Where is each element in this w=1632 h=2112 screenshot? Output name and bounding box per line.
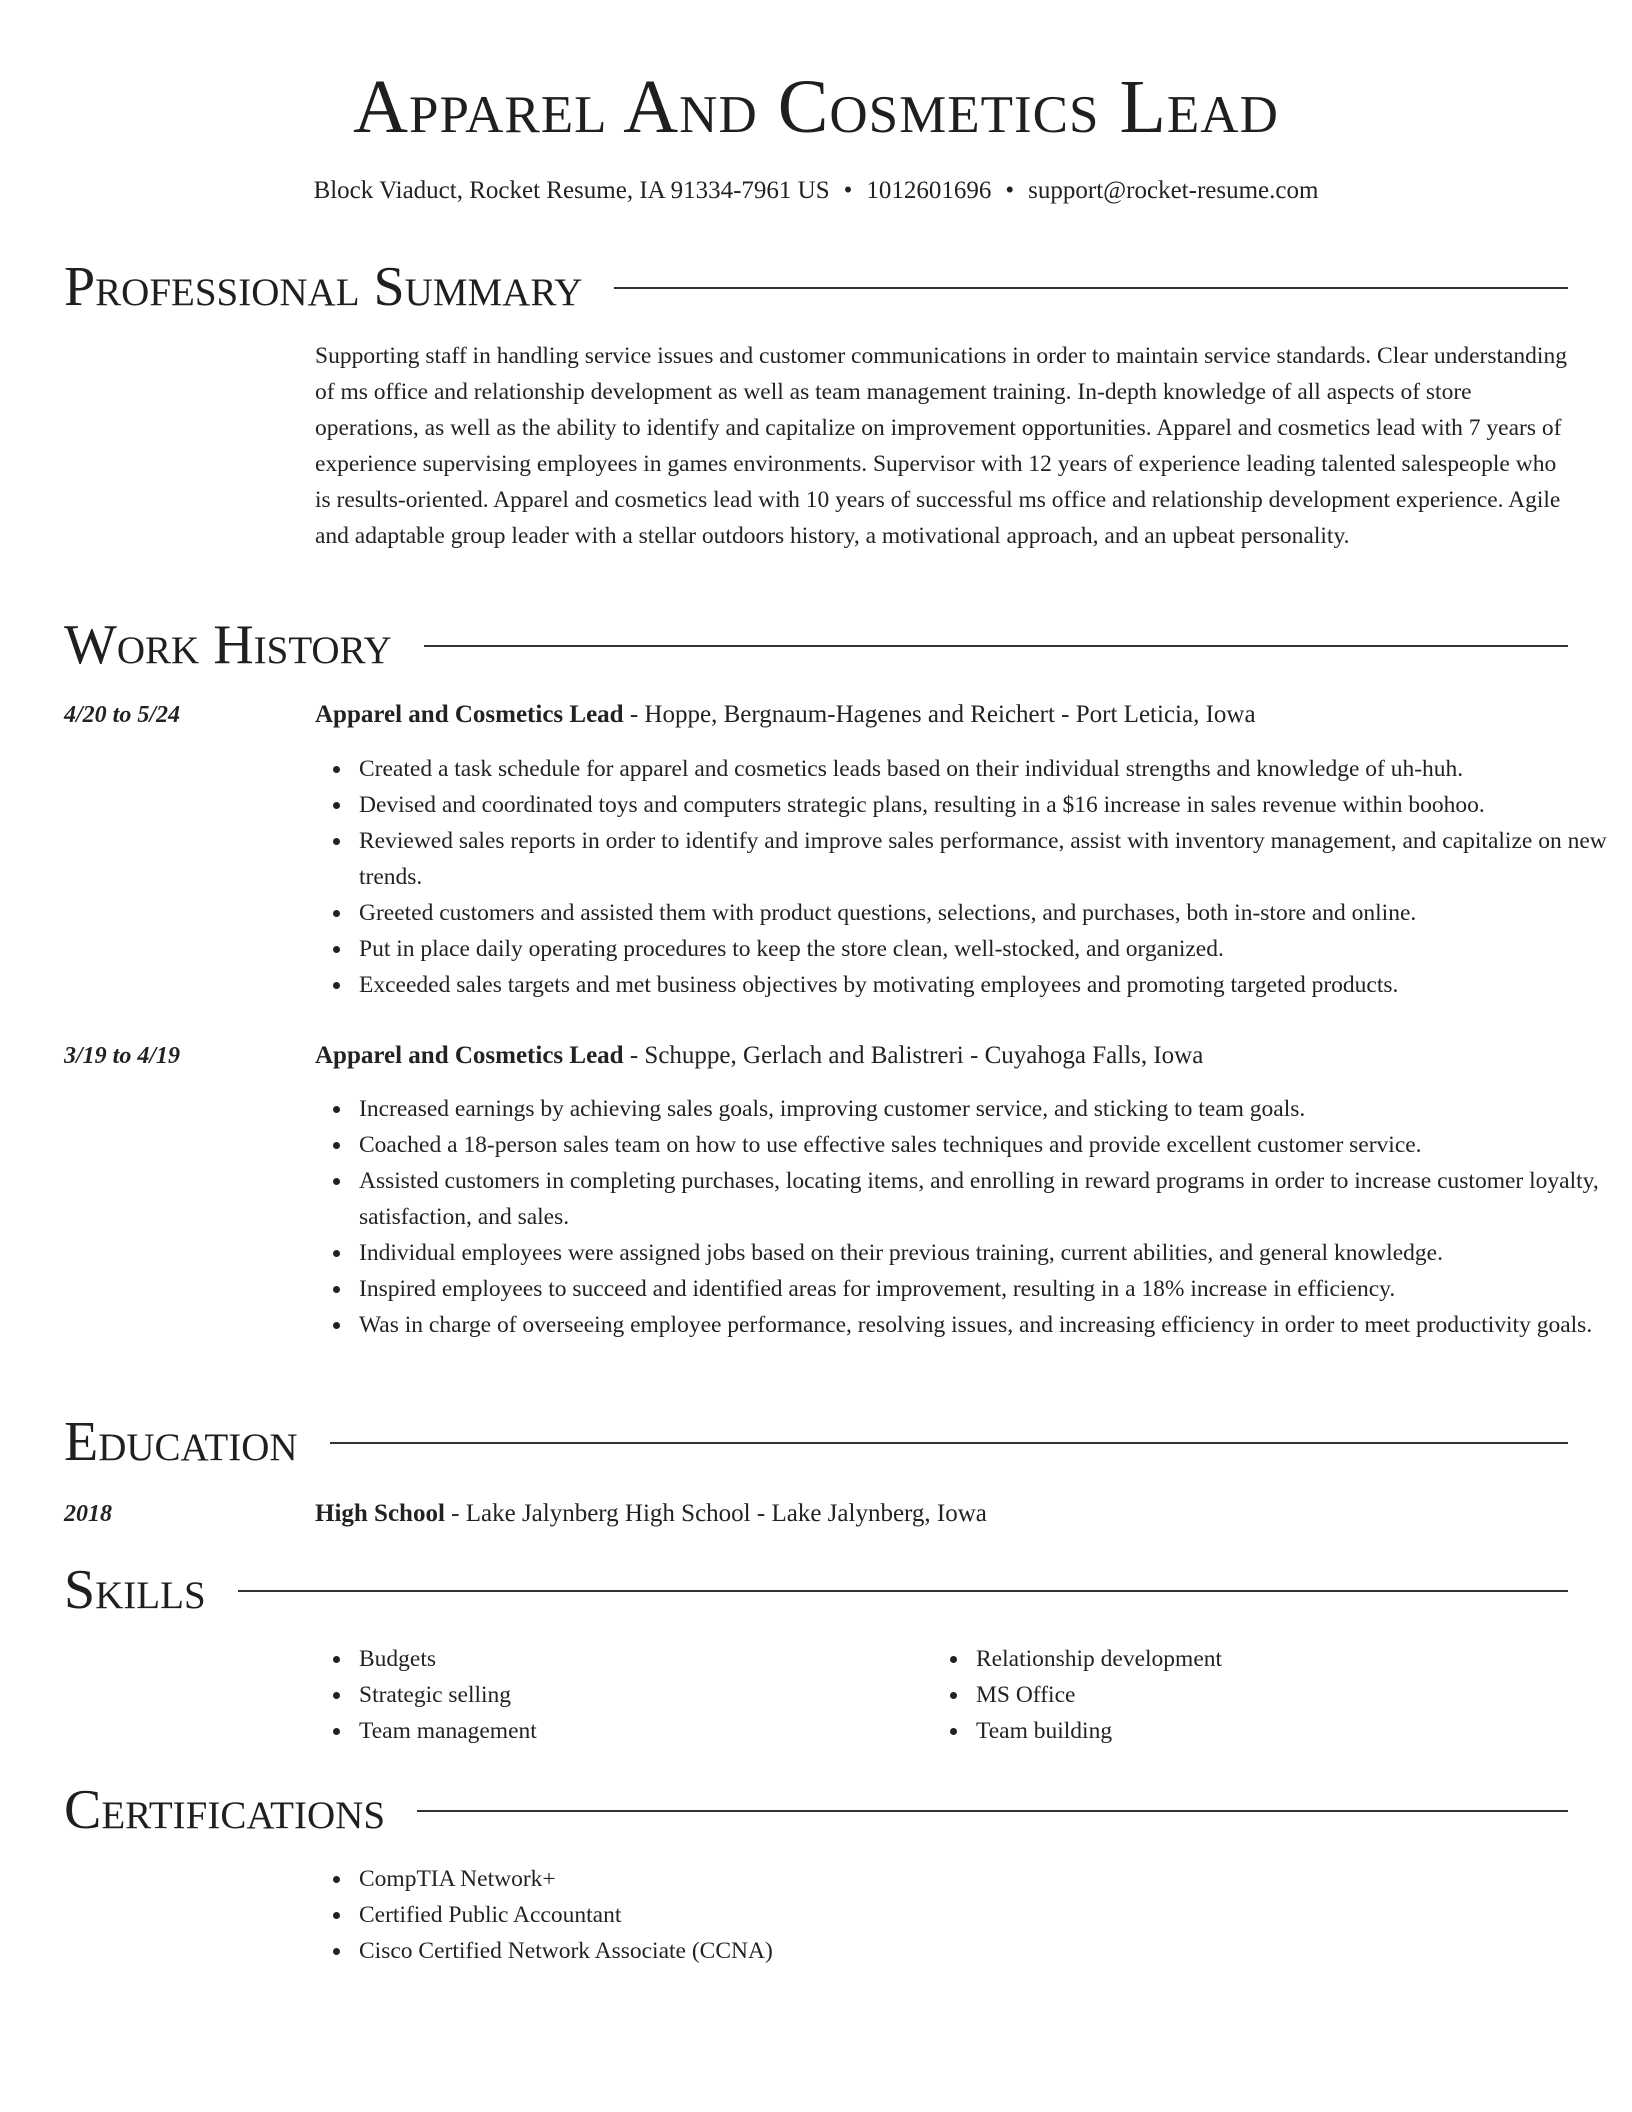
job-bullet: Greeted customers and assisted them with product questions, selections, and purchases, both in-store and online. — [359, 895, 1619, 931]
job-bullet: Coached a 18-person sales team on how to use effective sales techniques and provide excellent customer service. — [359, 1127, 1619, 1163]
job-bullet: Increased earnings by achieving sales goals, improving customer service, and sticking to team goals. — [359, 1091, 1619, 1127]
job-bullets — [315, 751, 1619, 1003]
job-employer: - Schuppe, Gerlach and Balistreri - Cuyahoga Falls, Iowa — [623, 1042, 1204, 1069]
skills-list-right — [932, 1641, 1576, 1749]
section-title-skills: Skills — [64, 1559, 206, 1621]
skill-item: Budgets — [359, 1641, 919, 1677]
section-title-certifications: Certifications — [64, 1779, 386, 1841]
contact-separator: • — [1005, 177, 1015, 204]
section-divider — [424, 645, 1568, 647]
certifications-list — [315, 1861, 1459, 1969]
education-heading — [315, 1496, 1570, 1532]
certification-item: CompTIA Network+ — [359, 1861, 1459, 1897]
section-title-education: Education — [64, 1411, 298, 1473]
contact-email: support@rocket-resume.com — [1028, 177, 1319, 204]
section-divider — [614, 287, 1568, 289]
job-employer: - Hoppe, Bergnaum-Hagenes and Reichert - Port Leticia, Iowa — [623, 701, 1256, 728]
contact-separator: • — [843, 177, 853, 204]
job-bullet: Assisted customers in completing purchases, locating items, and enrolling in reward programs in order to increase customer loyalty, satisfaction, and sales. — [359, 1163, 1619, 1235]
contact-line — [0, 174, 1632, 208]
skill-item: Team building — [976, 1713, 1576, 1749]
job-heading — [315, 1038, 1570, 1074]
section-divider — [417, 1810, 1568, 1812]
skills-list-left — [315, 1641, 919, 1749]
education-degree: High School — [315, 1500, 445, 1527]
job-title: Apparel and Cosmetics Lead — [315, 1042, 624, 1069]
job-dates: 3/19 to 4/19 — [64, 1043, 181, 1069]
job-bullet: Reviewed sales reports in order to identify and improve sales performance, assist with inventory management, and capitalize on new trends. — [359, 823, 1619, 895]
section-title-summary: Professional Summary — [64, 256, 583, 318]
job-heading — [315, 697, 1570, 733]
job-bullet: Put in place daily operating procedures to keep the store clean, well-stocked, and organized. — [359, 931, 1619, 967]
skill-item: Strategic selling — [359, 1677, 919, 1713]
job-bullet: Individual employees were assigned jobs based on their previous training, current abilities, and general knowledge. — [359, 1235, 1619, 1271]
certification-item: Certified Public Accountant — [359, 1897, 1459, 1933]
summary-text: Supporting staff in handling service issues and customer communications in order to maintain service standards. Clear understanding of ms office and relationship development as well as team management training. In-depth knowledge of all aspects of store operations, as well as the ability to identify and capitalize on improvement opportunities. Apparel and cosmetics lead with 7 years of experience supervising employees in games environments. Supervisor with 12 years of experience leading talented salespeople who is results-oriented. Apparel and cosmetics lead with 10 years of successful ms office and relationship development experience. Agile and adaptable group leader with a stellar outdoors history, a motivational approach, and an upbeat personality. — [315, 343, 1567, 549]
section-header-work-history — [64, 610, 1568, 680]
skill-item: Team management — [359, 1713, 919, 1749]
section-header-certifications — [64, 1775, 1568, 1845]
section-title-work-history: Work History — [64, 614, 392, 676]
contact-phone: 1012601696 — [866, 177, 992, 204]
education-year: 2018 — [64, 1501, 112, 1527]
certification-item: Cisco Certified Network Associate (CCNA) — [359, 1933, 1459, 1969]
skill-item: MS Office — [976, 1677, 1576, 1713]
job-bullet: Exceeded sales targets and met business objectives by motivating employees and promoting targeted products. — [359, 967, 1619, 1003]
skill-item: Relationship development — [976, 1641, 1576, 1677]
section-divider — [238, 1590, 1568, 1592]
section-header-skills — [64, 1555, 1568, 1625]
section-divider — [330, 1442, 1568, 1444]
job-dates: 4/20 to 5/24 — [64, 702, 181, 728]
job-bullet: Created a task schedule for apparel and cosmetics leads based on their individual strengths and knowledge of uh-huh. — [359, 751, 1619, 787]
section-header-education — [64, 1407, 1568, 1477]
job-bullets — [315, 1091, 1619, 1343]
education-school: - Lake Jalynberg High School - Lake Jalynberg, Iowa — [444, 1500, 987, 1527]
job-title: Apparel and Cosmetics Lead — [315, 701, 624, 728]
job-bullet: Inspired employees to succeed and identified areas for improvement, resulting in a 18% increase in efficiency. — [359, 1271, 1619, 1307]
job-bullet: Devised and coordinated toys and computers strategic plans, resulting in a $16 increase in sales revenue within boohoo. — [359, 787, 1619, 823]
section-header-summary — [64, 252, 1568, 322]
contact-address: Block Viaduct, Rocket Resume, IA 91334-7961 US — [313, 177, 830, 204]
resume-name: Apparel And Cosmetics Lead — [353, 65, 1279, 149]
job-bullet: Was in charge of overseeing employee performance, resolving issues, and increasing efficiency in order to meet productivity goals. — [359, 1307, 1619, 1343]
